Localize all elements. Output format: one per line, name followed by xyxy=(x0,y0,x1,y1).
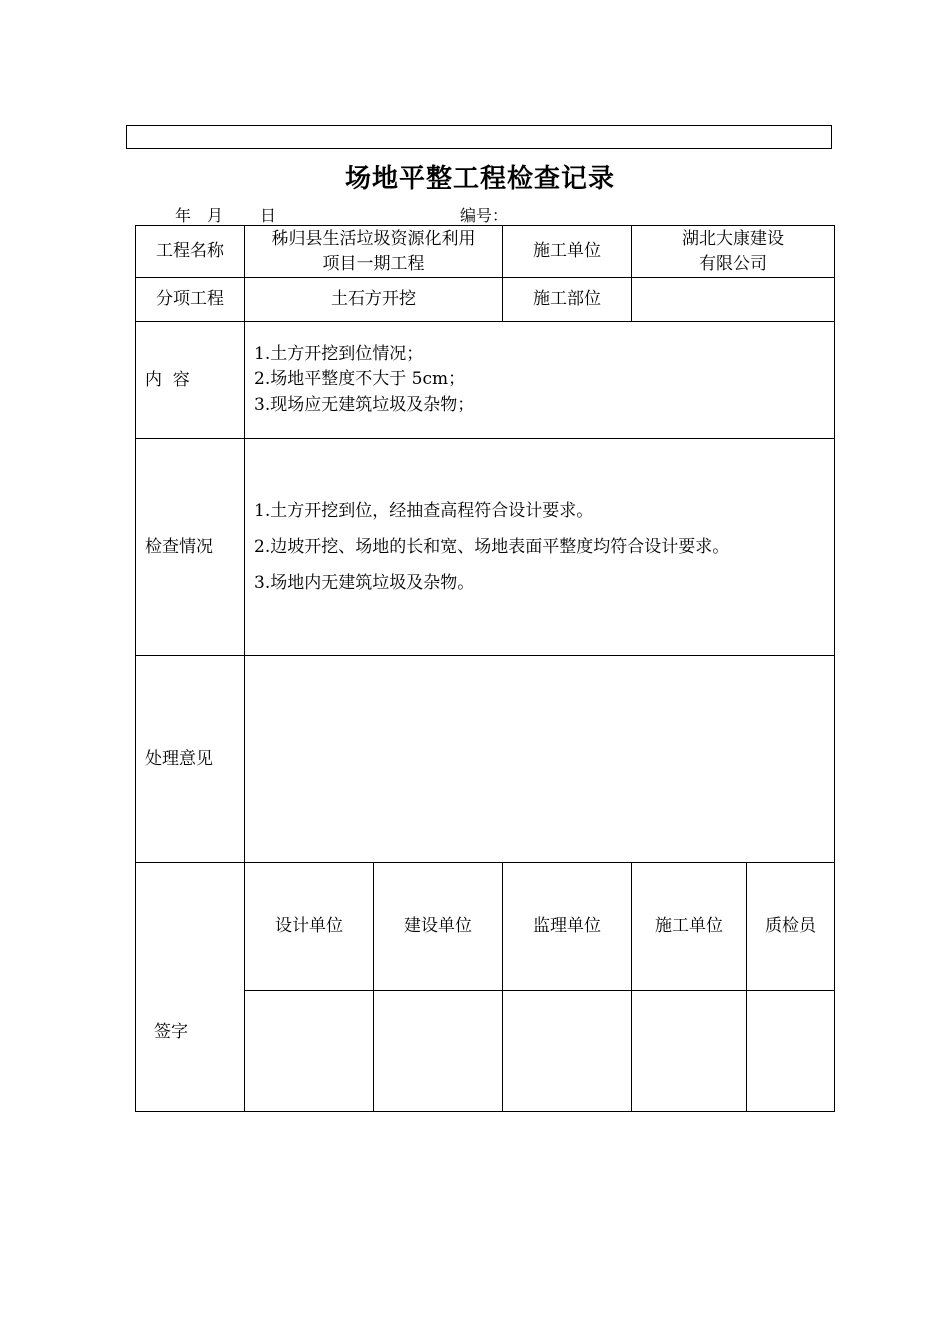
signature-cell-supervision xyxy=(503,991,632,1112)
signature-label: 签字 xyxy=(136,863,245,1112)
signature-cell-design xyxy=(245,991,374,1112)
signature-column-inspector: 质检员 xyxy=(747,863,835,991)
date-year-label: 年 xyxy=(175,206,192,225)
table-row xyxy=(136,656,835,863)
content-value xyxy=(245,322,835,439)
content-item: 3.现场应无建筑垃圾及杂物； xyxy=(254,394,475,415)
content-item: 1.土方开挖到位情况； xyxy=(254,343,424,364)
project-name-label: 工程名称 xyxy=(136,226,245,278)
inspection-label: 检查情况 xyxy=(136,439,245,656)
signature-cell-owner xyxy=(374,991,503,1112)
subproject-value: 土石方开挖 xyxy=(245,278,503,322)
table-row xyxy=(136,226,835,278)
construction-location-value xyxy=(632,278,835,322)
table-row xyxy=(136,278,835,322)
date-month-label: 月 xyxy=(207,206,224,225)
page-title: 场地平整工程检查记录 xyxy=(344,164,615,194)
opinion-label: 处理意见 xyxy=(136,656,245,863)
table-row xyxy=(136,322,835,439)
signature-column-contractor: 施工单位 xyxy=(632,863,747,991)
table-row xyxy=(136,863,835,991)
construction-unit-value: 湖北大康建设 有限公司 xyxy=(632,226,835,278)
table-row xyxy=(136,439,835,656)
inspection-record-table xyxy=(135,225,835,1112)
inspection-item: 2.边坡开挖、场地的长和宽、场地表面平整度均符合设计要求。 xyxy=(254,537,730,557)
construction-unit-label: 施工单位 xyxy=(503,226,632,278)
inspection-value xyxy=(245,439,835,656)
header-box xyxy=(126,125,832,149)
construction-location-label: 施工部位 xyxy=(503,278,632,322)
project-name-value: 秭归县生活垃圾资源化利用 项目一期工程 xyxy=(245,226,503,278)
content-label: 内 容 xyxy=(136,322,245,439)
signature-column-owner: 建设单位 xyxy=(374,863,503,991)
content-item: 2.场地平整度不大于 5cm； xyxy=(254,369,466,390)
signature-cell-inspector xyxy=(747,991,835,1112)
opinion-value xyxy=(245,656,835,863)
subproject-label: 分项工程 xyxy=(136,278,245,322)
signature-column-supervision: 监理单位 xyxy=(503,863,632,991)
serial-number-label: 编号： xyxy=(460,206,509,225)
signature-column-design: 设计单位 xyxy=(245,863,374,991)
inspection-item: 1.土方开挖到位，经抽查高程符合设计要求。 xyxy=(254,501,594,521)
signature-cell-contractor xyxy=(632,991,747,1112)
inspection-item: 3.场地内无建筑垃圾及杂物。 xyxy=(254,573,475,593)
date-day-label: 日 xyxy=(260,206,277,225)
